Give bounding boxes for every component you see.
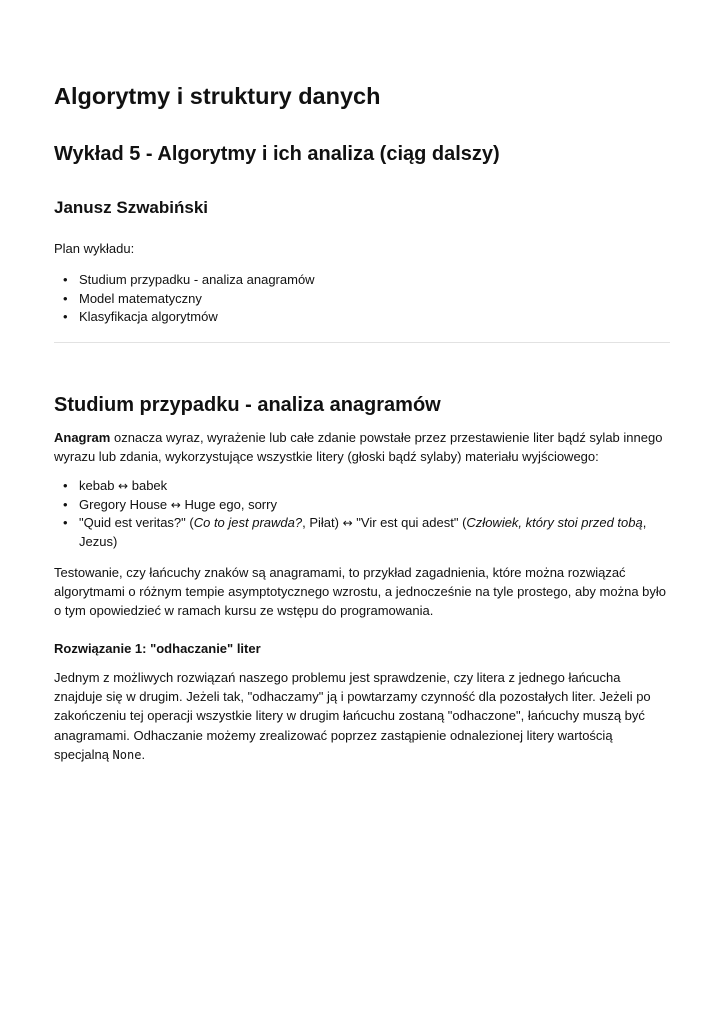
example-item [54,477,670,496]
left-right-arrow-icon: ↔ [118,479,129,493]
example-translation: Człowiek, który stoi przed tobą [466,515,643,530]
inline-code: None [112,747,142,762]
page-title: Algorytmy i struktury danych [54,83,381,109]
example-speaker: , Jezus) [79,515,647,549]
example-translation: Co to jest prawda? [193,515,303,530]
left-right-arrow-icon: ↔ [342,516,353,530]
solution-paragraph [54,668,670,765]
example-left: Gregory House [79,496,168,512]
lecture-subtitle: Wykład 5 - Algorytmy i ich analiza (ciąg dalszy) [54,143,500,165]
section-heading: Studium przypadku - analiza anagramów [54,394,441,416]
plan-item: • Studium przypadku - analiza anagramów [54,271,670,290]
anagram-examples-list [54,477,670,551]
example-right: babek [131,478,168,493]
example-quote: "Vir est qui adest" ( [352,515,467,530]
example-left: kebab [79,478,115,493]
example-item [54,496,670,515]
example-item [54,514,670,551]
left-right-arrow-icon: ↔ [170,497,181,512]
solution-end: . [141,746,146,762]
example-right: Huge ego, sorry [184,496,277,512]
definition-term: Anagram [54,430,111,445]
example-speaker: , Piłat) [302,515,343,530]
plan-label: Plan wykładu: [54,241,135,256]
plan-item: • Model matematyczny [54,290,670,309]
plan-item: • Klasyfikacja algorytmów [54,308,670,327]
horizontal-divider [54,342,670,343]
author-name: Janusz Szwabiński [54,198,208,217]
example-quote: "Quid est veritas?" ( [79,515,194,530]
definition-text: oznacza wyraz, wyrażenie lub całe zdanie powstałe przez przestawienie liter bądź sylab innego wyrazu lub zdania, wykorzystujące wszystkie litery (głoski bądź sylaby) materiału wyjściowego: [54,430,663,465]
solution-heading: Rozwiązanie 1: "odhaczanie" liter [54,641,261,656]
solution-text: Jednym z możliwych rozwiązań naszego problemu jest sprawdzenie, czy litera z jednego łańcucha znajduje się w drugim. Jeżeli tak, "odhaczamy" ją i powtarzamy czynność dla pozostałych liter. Jeżeli po zakończeniu tej operacji wszystkie litery w drugim łańcuchu zostaną "odhaczone", łańcuchy muszą być anagramami. Odhaczanie możemy zrealizować poprzez zastąpienie odnalezionej litery wartością specjalną [54,670,651,762]
plan-list [54,271,670,327]
testing-paragraph: Testowanie, czy łańcuchy znaków są anagramami, to przykład zagadnienia, które można rozwiązać algorytmami o różnym tempie asymptotycznego wzrostu, a jednocześnie na tyle prostego, aby można było o tym opowiedzieć w ramach kursu ze wstępu do programowania. [54,565,667,619]
anagram-definition [54,428,670,466]
